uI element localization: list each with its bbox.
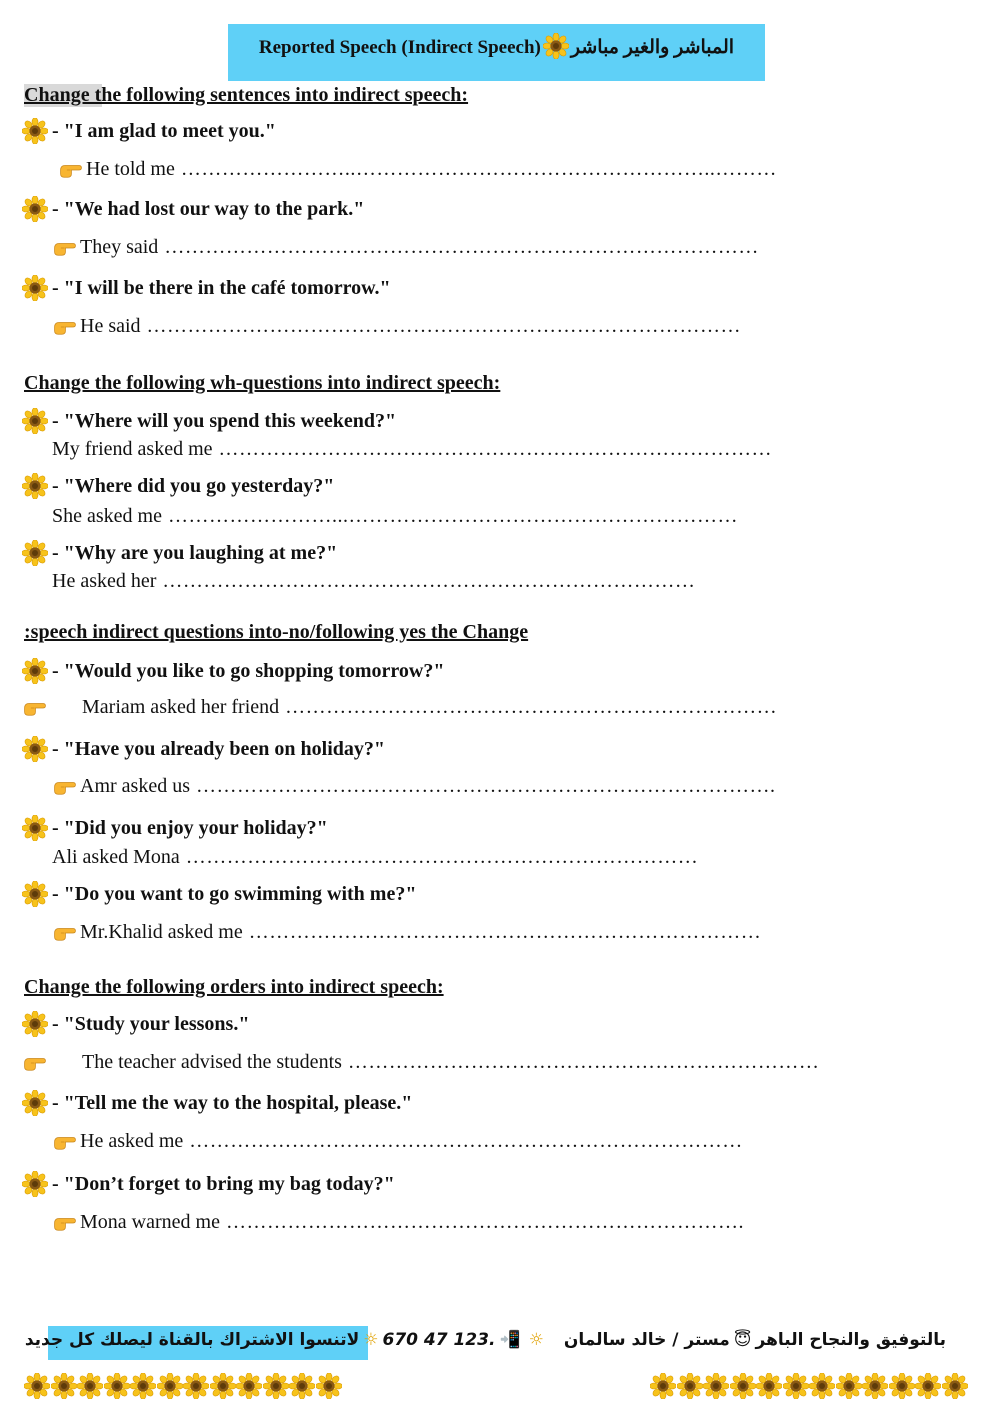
question-text: - "We had lost our way to the park." xyxy=(52,197,365,220)
section-heading: Change the following orders into indirect speech: xyxy=(24,976,444,998)
answer-prompt: She asked me xyxy=(52,505,162,527)
section-heading: :speech indirect questions into-no/following yes the Change xyxy=(24,621,529,643)
question-text: - "Would you like to go shopping tomorrow?" xyxy=(52,659,445,682)
answer-blank: ……………………..……………………………………………..……… xyxy=(180,158,777,180)
sunflower-icon xyxy=(809,1373,835,1399)
answer-blank: ……………………...………………………………………………… xyxy=(167,505,738,527)
answer-line xyxy=(22,696,777,719)
sunflower-icon xyxy=(22,1090,48,1116)
title-arabic: المباشر والغير مباشر xyxy=(570,37,735,58)
answer-line xyxy=(52,570,695,593)
page-title xyxy=(228,33,765,59)
title-english: Reported Speech (Indirect Speech) xyxy=(258,37,541,58)
pointing-hand-icon xyxy=(52,923,78,943)
question-text: - "Study your lessons." xyxy=(52,1012,250,1035)
sunflower-icon xyxy=(22,118,48,144)
answer-blank: ……………………………………………………………………… xyxy=(189,1130,743,1152)
sunflower-icon xyxy=(51,1373,77,1399)
sunflower-icon xyxy=(22,1171,48,1197)
flower-border-right xyxy=(650,1373,968,1399)
answer-prompt: Amr asked us xyxy=(80,775,190,797)
sunflower-icon xyxy=(862,1373,888,1399)
question-item xyxy=(22,881,416,907)
question-item xyxy=(22,815,328,841)
pointing-hand-icon xyxy=(52,238,78,258)
answer-line xyxy=(52,438,772,461)
sunflower-icon xyxy=(889,1373,915,1399)
footer-wish: بالتوفيق والنجاح الباهر xyxy=(755,1330,946,1350)
answer-prompt: My friend asked me xyxy=(52,438,213,460)
question-item xyxy=(22,196,364,222)
sunflower-icon xyxy=(22,473,48,499)
answer-line xyxy=(52,921,761,944)
sunflower-icon xyxy=(677,1373,703,1399)
question-item xyxy=(22,473,334,499)
sunflower-icon xyxy=(22,1011,48,1037)
phone-icon: 📲 xyxy=(499,1330,521,1350)
sunflower-icon xyxy=(22,658,48,684)
sunflower-icon xyxy=(942,1373,968,1399)
answer-prompt: He asked me xyxy=(80,1130,184,1152)
answer-prompt: Mona warned me xyxy=(80,1211,220,1233)
answer-line xyxy=(52,505,738,528)
answer-blank: ………………………………………………………………… xyxy=(248,921,762,943)
answer-blank: …………………………………………………………………… xyxy=(162,570,696,592)
sunflower-icon xyxy=(22,408,48,434)
sunflower-icon xyxy=(836,1373,862,1399)
question-text: - "I will be there in the café tomorrow." xyxy=(52,276,391,299)
sunflower-icon xyxy=(236,1373,262,1399)
sunflower-icon xyxy=(22,275,48,301)
sunflower-icon xyxy=(77,1373,103,1399)
sun-icon: ☼ xyxy=(528,1330,544,1350)
answer-prompt: Mariam asked her friend xyxy=(82,696,280,718)
sunflower-icon xyxy=(543,33,569,59)
sunflower-icon xyxy=(22,540,48,566)
answer-prompt: He told me xyxy=(86,158,175,180)
pointing-hand-icon xyxy=(52,777,78,797)
sunflower-icon xyxy=(24,1373,50,1399)
sunflower-icon xyxy=(703,1373,729,1399)
answer-line xyxy=(52,846,698,869)
sunflower-icon xyxy=(316,1373,342,1399)
question-text: - "Do you want to go swimming with me?" xyxy=(52,882,417,905)
answer-line xyxy=(52,775,775,798)
footer-subscribe: لاتنسوا الاشتراك بالقناة ليصلك كل جديد xyxy=(24,1330,360,1350)
pointing-hand-icon xyxy=(52,1213,78,1233)
sunflower-icon xyxy=(783,1373,809,1399)
section-heading: Change the following sentences into indirect speech: xyxy=(24,84,469,106)
answer-line xyxy=(52,236,759,259)
question-text: - "Where did you go yesterday?" xyxy=(52,474,335,497)
answer-blank: …………………………………………………………………………… xyxy=(146,315,742,337)
question-text: - "Have you already been on holiday?" xyxy=(52,737,385,760)
sunflower-icon xyxy=(289,1373,315,1399)
question-item xyxy=(22,118,276,144)
sunflower-icon xyxy=(183,1373,209,1399)
answer-blank: ………………………………………………………………… xyxy=(185,846,699,868)
question-item xyxy=(22,540,337,566)
sunflower-icon xyxy=(263,1373,289,1399)
question-item xyxy=(22,275,391,301)
answer-blank: ……………………………………………………………………… xyxy=(218,438,773,460)
footer-teacher: مستر / خالد سالمان xyxy=(563,1330,730,1350)
answer-prompt: He asked her xyxy=(52,570,157,592)
answer-blank: …………………………………………………………………………. xyxy=(195,775,776,797)
angel-face-icon: 😇 xyxy=(733,1330,752,1350)
answer-line xyxy=(22,1051,819,1074)
answer-blank: …………………………………………………………… xyxy=(347,1051,820,1073)
question-item xyxy=(22,658,444,684)
question-item xyxy=(22,736,385,762)
question-text: - "I am glad to meet you." xyxy=(52,119,276,142)
footer-phone: 670 47 123. xyxy=(382,1330,496,1350)
sunflower-icon xyxy=(22,815,48,841)
answer-line xyxy=(52,1130,743,1153)
sun-icon: ☼ xyxy=(363,1330,379,1350)
pointing-hand-icon xyxy=(52,1132,78,1152)
footer-line xyxy=(25,1330,946,1350)
sunflower-icon xyxy=(756,1373,782,1399)
question-item xyxy=(22,408,396,434)
answer-line xyxy=(52,1211,744,1234)
question-text: - "Where will you spend this weekend?" xyxy=(52,409,397,432)
sunflower-icon xyxy=(104,1373,130,1399)
sunflower-icon xyxy=(650,1373,676,1399)
answer-prompt: He said xyxy=(80,315,141,337)
pointing-hand-icon xyxy=(22,1053,48,1073)
question-text: - "Did you enjoy your holiday?" xyxy=(52,816,328,839)
sunflower-icon xyxy=(730,1373,756,1399)
answer-prompt: They said xyxy=(80,236,159,258)
sunflower-icon xyxy=(915,1373,941,1399)
pointing-hand-icon xyxy=(22,698,48,718)
answer-prompt: The teacher advised the students xyxy=(82,1051,342,1073)
sunflower-icon xyxy=(22,196,48,222)
sunflower-icon xyxy=(210,1373,236,1399)
sunflower-icon xyxy=(22,736,48,762)
pointing-hand-icon xyxy=(52,317,78,337)
sunflower-icon xyxy=(130,1373,156,1399)
question-item xyxy=(22,1171,395,1197)
sunflower-icon xyxy=(22,881,48,907)
question-text: - "Why are you laughing at me?" xyxy=(52,541,338,564)
pointing-hand-icon xyxy=(58,160,84,180)
section-heading: Change the following wh-questions into indirect speech: xyxy=(24,372,501,394)
answer-line xyxy=(52,315,741,338)
answer-blank: ……………………………………………………………… xyxy=(285,696,778,718)
flower-border-left xyxy=(24,1373,342,1399)
answer-blank: …………………………………………………………………. xyxy=(225,1211,744,1233)
question-item xyxy=(22,1011,249,1037)
question-text: - "Tell me the way to the hospital, please." xyxy=(52,1091,413,1114)
answer-line xyxy=(58,158,777,181)
question-item xyxy=(22,1090,412,1116)
answer-prompt: Ali asked Mona xyxy=(52,846,180,868)
question-text: - "Don’t forget to bring my bag today?" xyxy=(52,1172,395,1195)
sunflower-icon xyxy=(157,1373,183,1399)
answer-prompt: Mr.Khalid asked me xyxy=(80,921,243,943)
answer-blank: …………………………………………………………………………… xyxy=(164,236,759,258)
